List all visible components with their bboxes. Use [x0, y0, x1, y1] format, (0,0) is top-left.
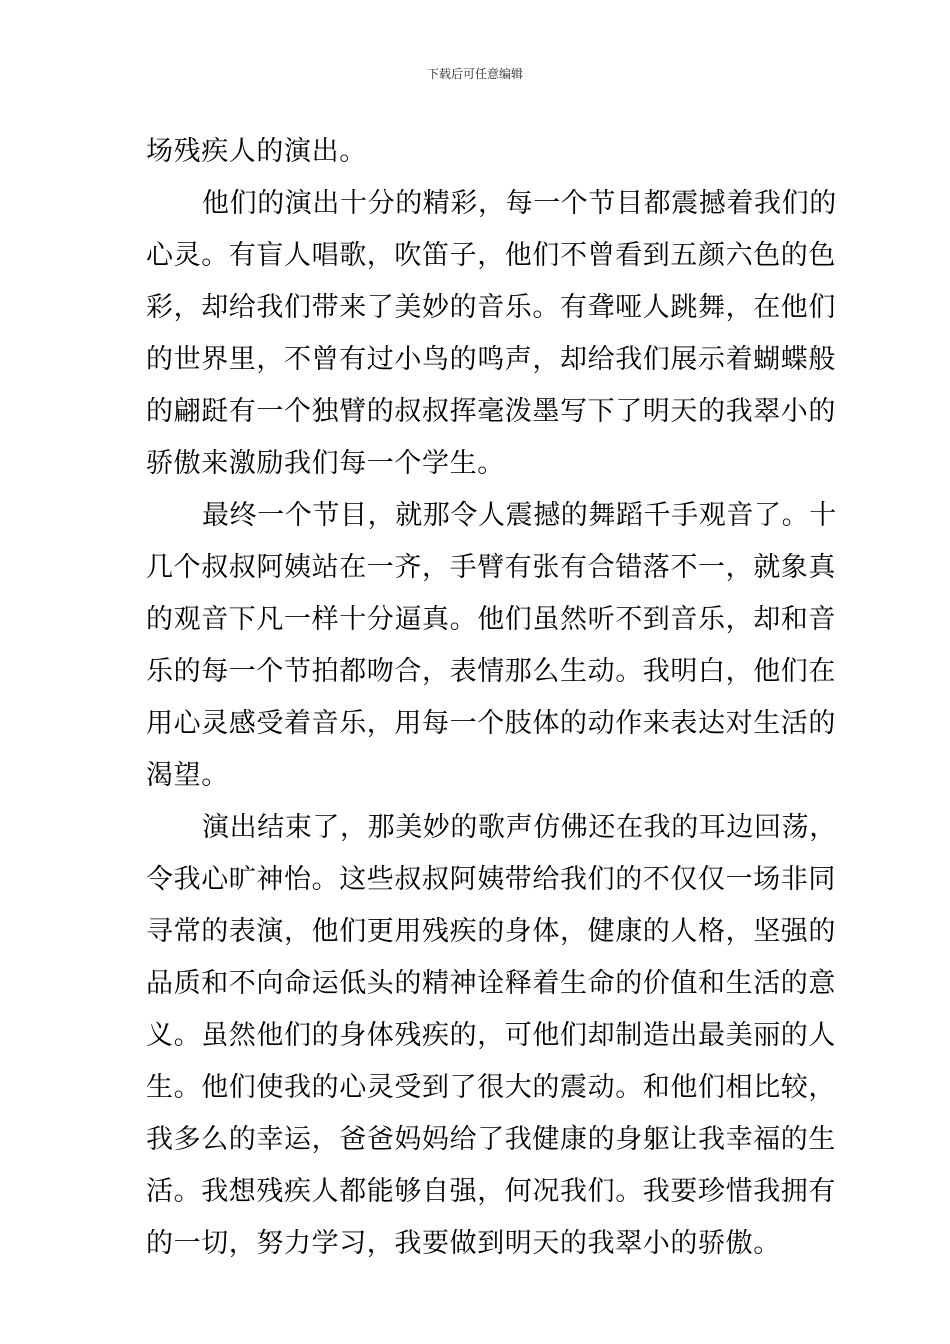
text-line: 义。虽然他们的身体残疾的，可他们却制造出最美丽的人	[146, 1020, 836, 1051]
text-line: 骄傲来激励我们每一个学生。	[146, 448, 505, 479]
text-line: 我多么的幸运，爸爸妈妈给了我健康的身躯让我幸福的生	[146, 1124, 836, 1155]
text-line: 的一切，努力学习，我要做到明天的我翠小的骄傲。	[146, 1228, 781, 1259]
text-line: 用心灵感受着音乐，用每一个肢体的动作来表达对生活的	[146, 708, 836, 739]
text-line: 渴望。	[146, 760, 229, 791]
essay-body	[146, 126, 837, 1270]
text-line: 的世界里，不曾有过小鸟的鸣声，却给我们展示着蝴蝶般	[146, 344, 836, 375]
paragraph-start-line: 最终一个节目，就那令人震撼的舞蹈千手观音了。十	[202, 500, 837, 531]
text-line: 活。我想残疾人都能够自强，何况我们。我要珍惜我拥有	[146, 1176, 836, 1207]
text-line: 彩，却给我们带来了美妙的音乐。有聋哑人跳舞，在他们	[146, 292, 836, 323]
text-line: 的观音下凡一样十分逼真。他们虽然听不到音乐，却和音	[146, 604, 836, 635]
text-line: 心灵。有盲人唱歌，吹笛子，他们不曾看到五颜六色的色	[146, 240, 836, 271]
paragraph-start-line: 他们的演出十分的精彩，每一个节目都震撼着我们的	[202, 188, 837, 219]
text-line: 令我心旷神怡。这些叔叔阿姨带给我们的不仅仅一场非同	[146, 864, 836, 895]
text-line: 场残疾人的演出。	[146, 136, 367, 167]
text-line: 几个叔叔阿姨站在一齐，手臂有张有合错落不一，就象真	[146, 552, 836, 583]
text-line: 品质和不向命运低头的精神诠释着生命的价值和生活的意	[146, 968, 836, 999]
text-line: 乐的每一个节拍都吻合，表情那么生动。我明白，他们在	[146, 656, 836, 687]
paragraph-start-line: 演出结束了，那美妙的歌声仿佛还在我的耳边回荡，	[202, 812, 837, 843]
text-line: 的翩跹有一个独臂的叔叔挥毫泼墨写下了明天的我翠小的	[146, 396, 836, 427]
page-header: 下载后可任意编辑	[426, 67, 523, 81]
text-line: 寻常的表演，他们更用残疾的身体，健康的人格，坚强的	[146, 916, 836, 947]
text-line: 生。他们使我的心灵受到了很大的震动。和他们相比较，	[146, 1072, 836, 1103]
